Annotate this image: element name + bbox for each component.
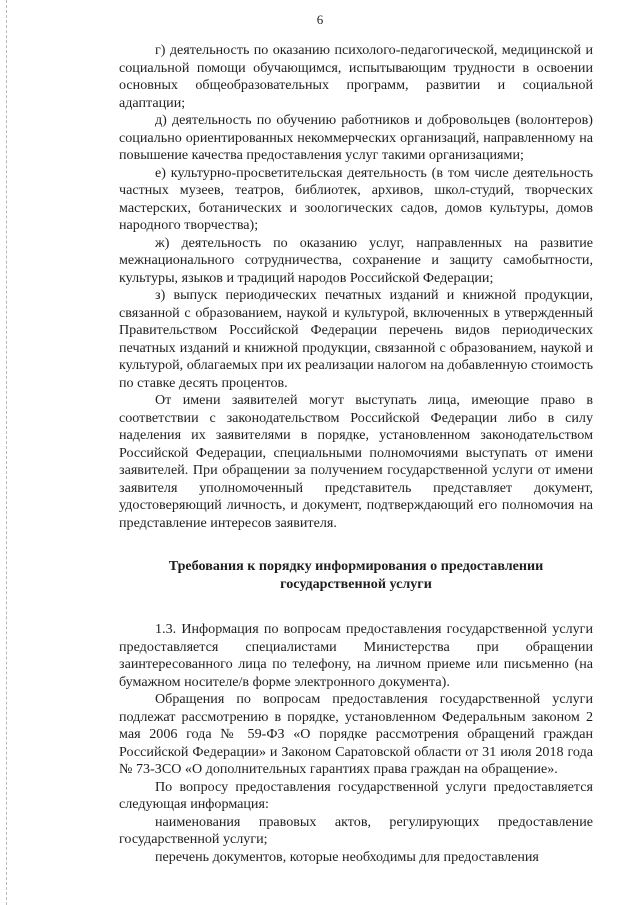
section-heading-line-2: государственной услуги <box>280 575 432 592</box>
paragraph-item-z: з) выпуск периодических печатных изданий и книжной продукции, связанной с образованием, наукой и культурой, включенных в утвержденный Правительством Российской Федерации перечень видов периодических печатных изданий и книжной продукции, связанной с образованием, наукой и культурой, облагаемых при их реализации налогом на добавленную стоимость по ставке десять процентов. <box>119 287 593 391</box>
paragraph-appeals: Обращения по вопросам предоставления государственной услуги подлежат рассмотрению в порядке, установленном Федеральным законом 2 мая 2006 года № 59-ФЗ «О порядке рассмотрения обращений граждан Российской Федерации» и Законом Саратовской области от 31 июля 2018 года № 73-ЗСО «О дополнительных гарантиях права граждан на обращение». <box>119 691 593 777</box>
page-number: 6 <box>316 12 324 27</box>
paragraph-item-e: е) культурно-просветительская деятельность (в том числе деятельность частных музеев, театров, библиотек, архивов, школ-студий, творческих мастерских, ботанических и зоологических садов, домов культуры, домов народного творчества); <box>119 164 593 233</box>
section-heading <box>119 558 593 593</box>
document-body <box>119 42 593 866</box>
paragraph-item-d: д) деятельность по обучению работников и добровольцев (волонтеров) социально ориентированных некоммерческих организаций, направленному на повышение качества предоставления услуг такими организациями; <box>119 112 593 163</box>
paragraph-1-3: 1.3. Информация по вопросам предоставления государственной услуги предоставляется специалистами Министерства при обращении заинтересованного лица по телефону, на личном приеме или письменно (на бумажном носителе/в форме электронного документа). <box>119 621 593 690</box>
paragraph-applicant-representatives: От имени заявителей могут выступать лица, имеющие право в соответствии с законодательством Российской Федерации либо в силу наделения их заявителями в порядке, установленном законодательством Российской Федерации, специальными полномочиями выступать от имени заявителей. При обращении за получением государственной услуги от имени заявителя уполномоченный представитель представляет документ, удостоверяющий личность, и документ, подтверждающий его полномочия на представление интересов заявителя. <box>119 392 593 531</box>
paragraph-documents-list: перечень документов, которые необходимы для предоставления <box>155 848 539 865</box>
paragraph-item-g: г) деятельность по оказанию психолого-педагогической, медицинской и социальной помощи обучающимся, испытывающим трудности в освоении основных общеобразовательных программ, развитии и социальной адаптации; <box>119 42 593 111</box>
section-heading-line-1: Требования к порядку информирования о предоставлении <box>168 558 544 574</box>
paragraph-info-provided: По вопросу предоставления государственной услуги предоставляется следующая информация: <box>119 778 593 812</box>
page-edge-line <box>6 0 7 905</box>
paragraph-item-zh: ж) деятельность по оказанию услуг, направленных на развитие межнационального сотрудничества, сохранение и защиту самобытности, культуры, языков и традиций народов Российской Федерации; <box>119 234 593 286</box>
paragraph-legal-acts: наименования правовых актов, регулирующих предоставление государственной услуги; <box>119 813 593 847</box>
